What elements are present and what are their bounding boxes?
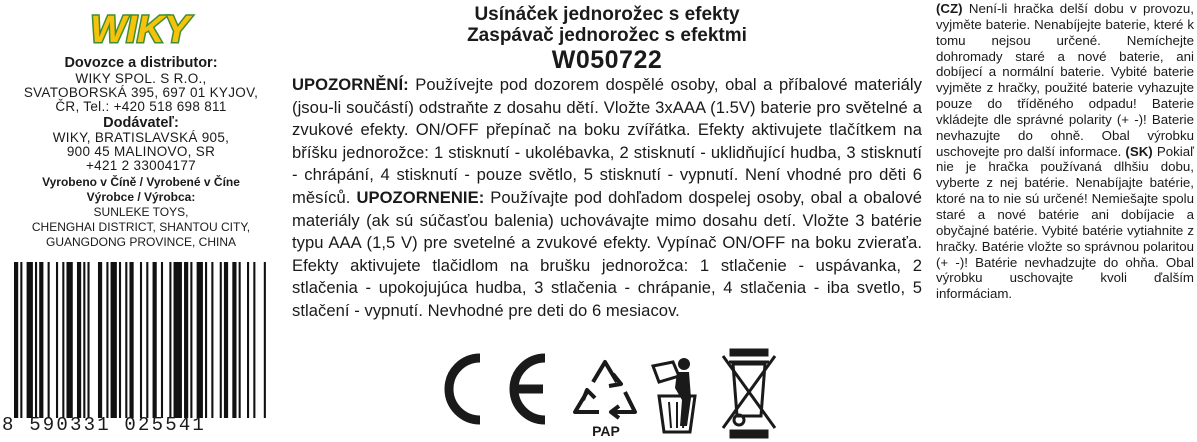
warning-sk-text: Používajte pod dohľadom dospelej osoby, obal a obalové materiály (ak sú súčasťou balenia) uchovávajte mimo dosahu detí. Vložte 3 batérie typu AAA (1,5 V) pre svetelné a zvukové efekty. Vypínač ON/OFF na boku zvieraťa. Efekty aktivujete tlačidlom na brušku jednorožca: 1 stlačenie - uspávanka, 2 stlačenia - upokojujúca hudba, 3 stlačenia - chrápanie, 4 stlačenia - iba svetlo, 5 stlačení - vypnutí. Nevhodné pre deti do 6 mesiacov. (292, 187, 922, 320)
barcode-bar (35, 262, 37, 418)
logo-text: WIKY (90, 9, 190, 50)
barcode-bar (87, 262, 89, 418)
barcode-bar (190, 262, 192, 418)
distributor-line: WIKY, BRATISLAVSKÁ 905, (52, 130, 230, 145)
title-sk: Zaspávač jednorožec s efektmi (467, 25, 747, 46)
barcode-bar (14, 262, 18, 418)
barcode-bar (197, 262, 203, 418)
barcode-bar (205, 262, 207, 418)
barcode-bar (161, 262, 163, 418)
barcode-bar (56, 262, 58, 418)
barcode-icon (14, 262, 268, 418)
warning-panel (287, 0, 927, 442)
barcode-bar (77, 262, 81, 418)
barcode-bar (27, 262, 33, 418)
barcode-bar (146, 262, 148, 418)
cz-text: Není-li hračka delší dobu v provozu, vyjměte baterie. Nenabíjejte baterie, které k tomu nejsou určené. Nemíchejte dohromady staré a nové baterie, ani dobíjecí a normální baterie. Vybité baterie vyjměte z hračky, použité baterie vyhazujte pouze do tříděného odpadu! Baterie vkládejte dle správné polarity (+ -)! Baterie nevhazujte do ohně. Obal výrobku uschovejte pro další informace. (936, 1, 1194, 159)
barcode-bar (174, 262, 182, 418)
warning-cz-text: Používejte pod dozorem dospělé osoby, obal a příbalové materiály (jsou-li součástí) odstraňte z dosahu dětí. Vložte 3xAAA (1.5V) baterie pro světelné a zvukové efekty. ON/OFF přepínač na boku zvířátka. Efekty aktivujete tlačítkem na bříšku jednorožce: 1 stisknutí - ukolébavka, 2 stisknutí - uklidňující hudba, 3 stisknutí - chrápání, 4 stisknutí - pouze světlo, 5 stisknutí - vypnutí. Není vhodné pro děti 6 měsíců. (292, 75, 922, 207)
barcode-bar (220, 262, 222, 418)
importer-line: ČR, Tel.: +420 518 698 811 (55, 99, 227, 114)
producer-line: GUANGDONG PROVINCE, CHINA (45, 235, 237, 249)
barcode-bar (125, 262, 127, 418)
barcode-bar (239, 262, 241, 418)
made-in-label: Vyrobeno v Číně / Vyrobené v Číne (42, 175, 240, 189)
barcode-bar (224, 262, 228, 418)
battery-info-panel (936, 0, 1194, 442)
barcode-bar (111, 262, 117, 418)
tidyman-icon (653, 358, 695, 432)
distributor-line: +421 2 33004177 (86, 158, 196, 173)
barcode-bar (98, 262, 102, 418)
barcode-bar (39, 262, 43, 418)
barcode-bar (247, 262, 249, 418)
barcode-bar (62, 262, 64, 418)
producer-line: CHENGHAI DISTRICT, SHANTOU CITY, (31, 220, 251, 234)
importer-line: SVATOBORSKÁ 395, 697 01 KYJOV, (23, 85, 259, 100)
symbols-row (287, 346, 927, 442)
ce-mark-icon (449, 358, 545, 420)
recycle-label: PAP (592, 423, 620, 439)
barcode-bar (211, 262, 213, 418)
importer-line: WIKY SPOL. S R.O., (75, 71, 207, 86)
product-code: W050722 (551, 46, 663, 74)
warning-text (292, 74, 922, 323)
producer-heading: Výrobce / Výrobca: (86, 190, 196, 204)
barcode-bar (48, 262, 50, 418)
importer-heading: Dovozce a distributor: (64, 55, 218, 71)
recycle-icon (575, 362, 635, 418)
barcode-bar (232, 262, 236, 418)
crossed-bin-icon (723, 350, 775, 437)
distributor-line: 900 45 MALINOVO, SR (66, 144, 216, 159)
warning-sk-label: UPOZORNENIE: (356, 187, 485, 207)
barcode-bar (169, 262, 171, 418)
sk-label: (SK) (1125, 143, 1153, 159)
barcode-bar (140, 262, 142, 418)
barcode-bar (184, 262, 188, 418)
battery-info-text (936, 0, 1194, 302)
distributor-heading: Dodávateľ: (103, 115, 179, 131)
warning-cz-label: UPOZORNĚNÍ: (292, 75, 409, 94)
ean-number: 8 590331 025541 (2, 414, 207, 436)
cz-label: (CZ) (936, 1, 963, 16)
barcode-bar (66, 262, 72, 418)
wiky-logo (80, 6, 200, 50)
importer-panel (0, 0, 282, 442)
barcode-bar (20, 262, 22, 418)
barcode-bar (253, 262, 255, 418)
barcode-bar (129, 262, 133, 418)
barcode-bar (264, 262, 266, 418)
barcode-bar (106, 262, 108, 418)
barcode-bar (153, 262, 157, 418)
barcode-bar (119, 262, 121, 418)
sk-text: Pokiaľ nie je hračka používaná dlhšiu dobu, vyberte z nej batérie. Nenabíjajte batérie, ktoré na to nie sú určené! Nemiešajte spolu staré a nové batérie ani dobíjacie a obyčajné batérie. Vybité batérie vytiahnite z hračky. Batérie vložte so správnou polaritou (+ -)! Batérie nevhadzujte do ohňa. Obal výrobku uschovajte kvoli ďalším informáciam. (936, 143, 1194, 302)
title-cz: Usínáček jednorožec s efekty (474, 4, 740, 25)
barcode-bar (83, 262, 85, 418)
producer-line: SUNLEKE TOYS, (93, 205, 189, 219)
